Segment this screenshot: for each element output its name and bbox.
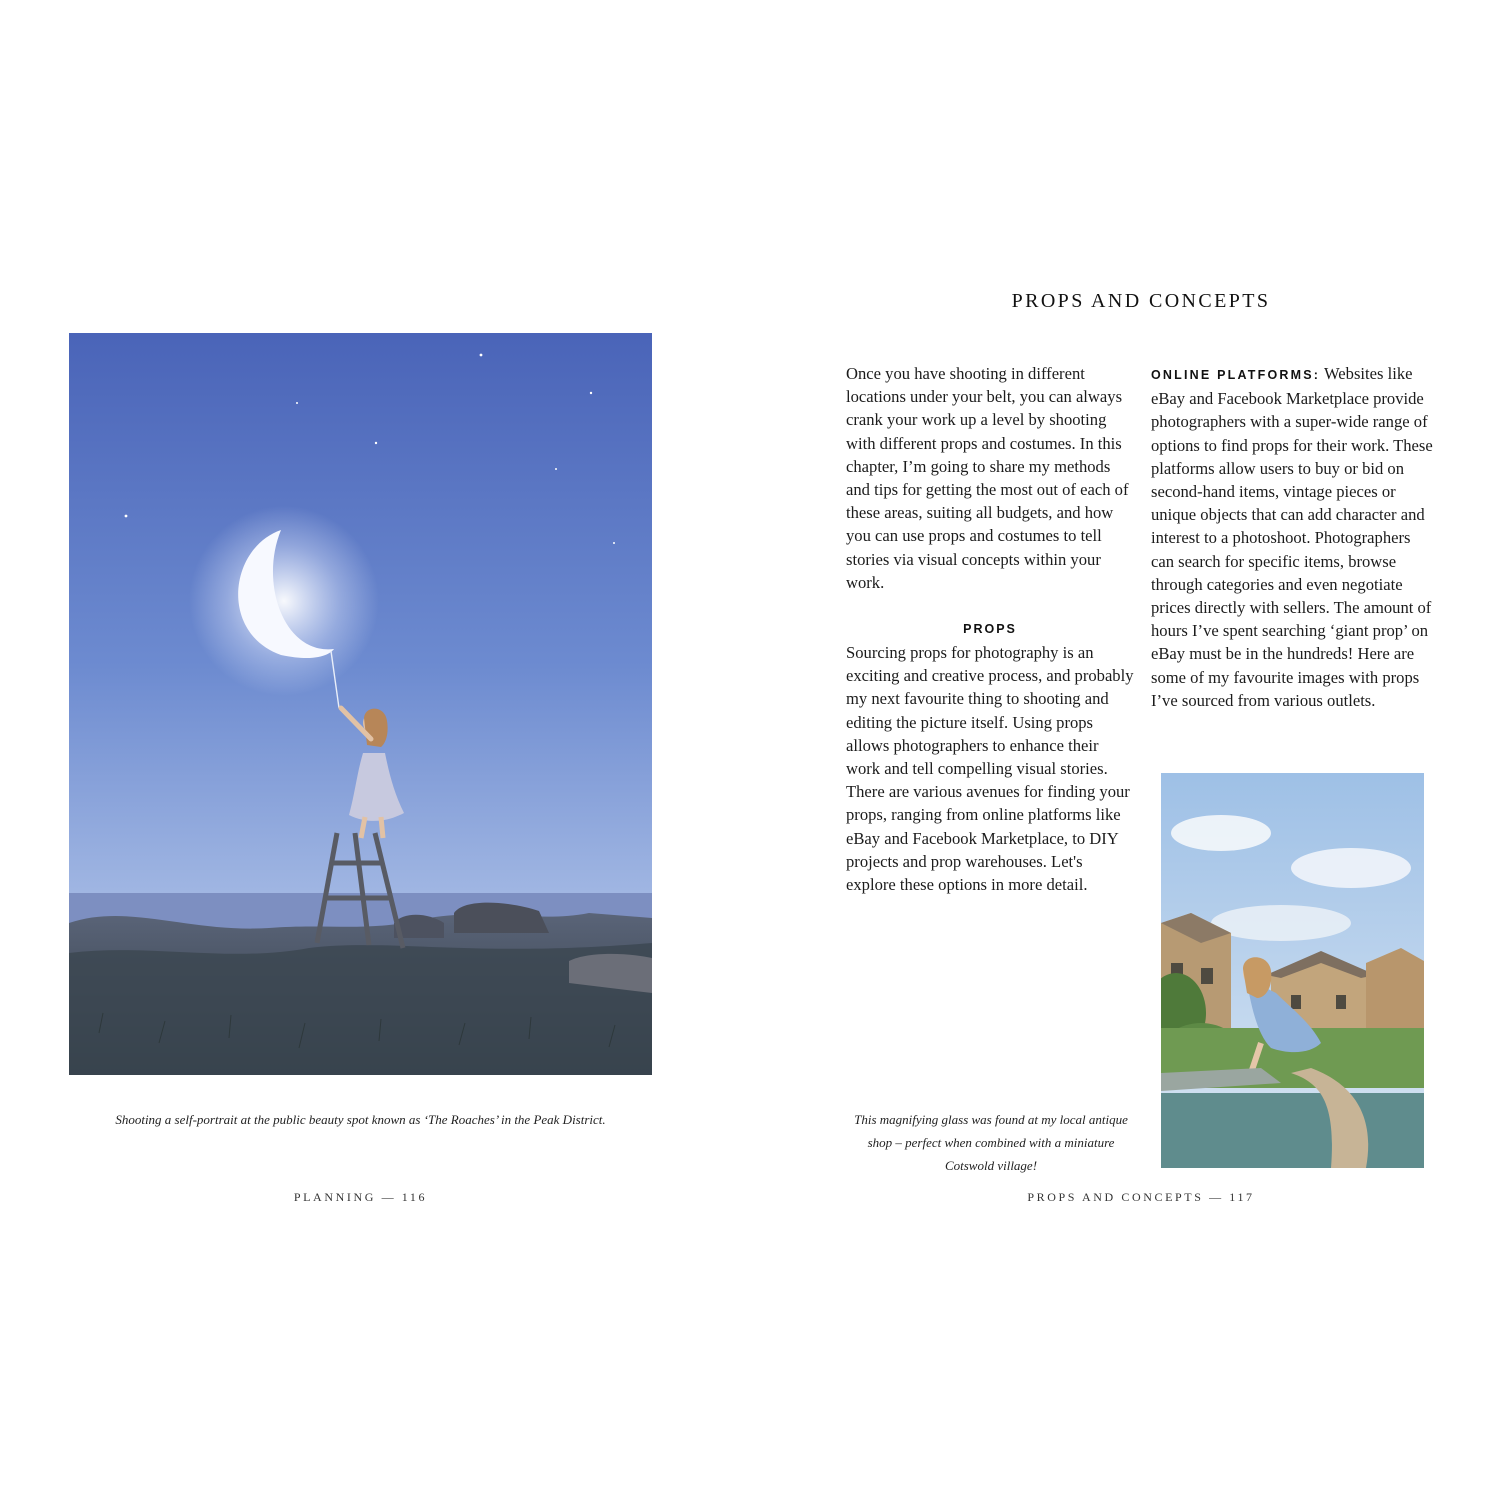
- online-platforms-heading: ONLINE PLATFORMS:: [1151, 368, 1321, 382]
- intro-paragraph: Once you have shooting in different locations under your belt, you can always crank your work up a level by shooting with different props and costumes. In this chapter, I’m going to share my methods and tips for getting the most out of each of these areas, suiting all budgets, and how you can use props and costumes to tell stories via visual concepts within your work.: [846, 364, 1129, 592]
- folio-left: PLANNING — 116: [293, 1190, 428, 1204]
- online-platforms-paragraph: [1151, 362, 1436, 712]
- text-column-left: [846, 362, 1134, 896]
- text-column-right: [1151, 362, 1436, 712]
- props-heading: PROPS: [963, 622, 1017, 637]
- moon-ladder-photo: [69, 333, 652, 1075]
- online-platforms-body: Websites like eBay and Facebook Marketplace provide photographers with a super-wide range of options to find props for their work. These platforms allow users to buy or bid on second-hand items, vintage pieces or unique objects that can add character and interest to a photoshoot. Photographers can search for specific items, browse through categories and even negotiate prices directly with sellers. The amount of hours I’ve spent searching ‘giant prop’ on eBay must be in the hundreds! Here are some of my favourite images with props I’ve sourced from various outlets.: [1151, 364, 1433, 710]
- photo-caption-left: Shooting a self-portrait at the public beauty spot known as ‘The Roaches’ in the Peak District.: [115, 1112, 606, 1127]
- photo-caption-right: This magnifying glass was found at my local antique shop – perfect when combined with a miniature Cotswold village!: [854, 1112, 1128, 1173]
- props-paragraph: Sourcing props for photography is an exciting and creative process, and probably my next favourite thing to shooting and editing the picture itself. Using props allows photographers to enhance their work and tell compelling visual stories. There are various avenues for finding your props, ranging from online platforms like eBay and Facebook Marketplace, to DIY projects and prop warehouses. Let's explore these options in more detail.: [846, 643, 1134, 895]
- miniature-village-photo: [1161, 773, 1424, 1168]
- page-title: PROPS AND CONCEPTS: [1011, 290, 1271, 312]
- folio-right: PROPS AND CONCEPTS — 117: [1027, 1190, 1255, 1204]
- village-photo-illustration: [1161, 773, 1424, 1168]
- moon-photo-illustration: [69, 333, 652, 1075]
